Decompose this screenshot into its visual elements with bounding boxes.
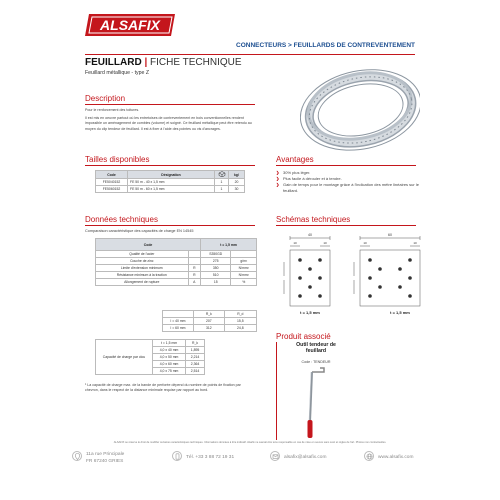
description-paragraph-2: Il est mis en oeuvre partout où les entretoises de contreventement en bois conventionnelles rendent impossible un aménagement de combles (volume) et soigné. Ce feuillard métallique peut être retendu au moyen du clip tendeur de feuillard. Il est à fixer à l'aide des pointes ou vis d'ancrages. xyxy=(85,116,252,131)
category-bar xyxy=(85,42,415,55)
tech-data-divider xyxy=(85,225,255,226)
props-unit xyxy=(231,251,257,258)
props-unit: N/mm² xyxy=(231,272,257,279)
resistance-cell: 24,8 xyxy=(224,325,256,332)
related-product-name: Outil tendeur de feuillard xyxy=(296,342,336,355)
resistance-cell: l = 60 mm xyxy=(163,325,194,332)
schema-right-caption: t = 1,5 mm xyxy=(390,310,410,315)
sizes-divider xyxy=(85,165,255,166)
box-icon xyxy=(218,171,226,177)
props-col-thickness: t = 1,5 mm xyxy=(201,239,257,251)
resistance-cell: 15,5 xyxy=(224,318,256,325)
title-light: FICHE TECHNIQUE xyxy=(150,57,242,68)
props-val: 15 xyxy=(201,279,231,286)
nail-cell: 4,0 x 40 mm xyxy=(153,347,186,354)
list-item: ❯ 30% plus léger. xyxy=(276,170,426,176)
technical-schema xyxy=(276,232,426,322)
props-sym: R xyxy=(188,272,201,279)
props-sym xyxy=(188,258,201,265)
description-body xyxy=(85,108,255,135)
footer-address-2: FR 67240 GRIES xyxy=(86,459,124,464)
props-unit: % xyxy=(231,279,257,286)
sizes-cell: 1 xyxy=(215,179,229,186)
table-row xyxy=(96,251,257,258)
sizes-col-designation: Désignation xyxy=(128,171,215,179)
schemas-divider xyxy=(276,225,416,226)
tensioner-tool-image xyxy=(290,366,330,441)
props-unit: g/m² xyxy=(231,258,257,265)
footer-phone[interactable]: Tél. +33 3 88 72 19 31 xyxy=(186,455,235,460)
nail-cell: 2,364 xyxy=(186,361,205,368)
footer-email[interactable]: alsafix@alsafix.com xyxy=(284,455,327,460)
table-row xyxy=(163,318,257,325)
resistance-col-rd: R_d xyxy=(224,311,256,318)
nail-cell: 4,0 x 60 mm xyxy=(153,361,186,368)
schema-left xyxy=(284,236,330,306)
schema-left-sub-1: 10 xyxy=(293,241,297,245)
props-header-row xyxy=(96,239,257,251)
product-image-coil xyxy=(300,60,420,155)
schema-right-sub-2: 10 xyxy=(413,241,417,245)
page-subtitle: Feuillard métallique - type Z xyxy=(85,70,150,76)
globe-icon xyxy=(364,451,374,461)
sizes-cell: FE5040152 xyxy=(96,179,128,186)
email-icon xyxy=(270,451,280,461)
props-val: 350 xyxy=(201,265,231,272)
related-product-code: Code : TENDEUR xyxy=(301,360,331,364)
props-label: Allongement de rupture xyxy=(96,279,189,286)
props-label: Couche de zinc xyxy=(96,258,189,265)
table-row xyxy=(96,186,245,193)
sizes-col-pack xyxy=(215,171,229,179)
legal-notice: ALSAFIX se réserve le droit de modifier certaines caractéristiques techniques. Informations données à titre indicatif. Alsafix ne saurait être tenu responsable en cas de mise en oeuvre sans suivi et règles de l'art. Photos non contractuelles. xyxy=(113,441,387,444)
tech-data-heading: Données techniques xyxy=(85,215,158,224)
nail-cell: 4,0 x 75 mm xyxy=(153,368,186,375)
description-paragraph-1: Pour le renforcement des toitures. xyxy=(85,108,140,112)
location-icon xyxy=(72,451,82,461)
nail-row-label: Capacité de charge par clou xyxy=(96,340,153,375)
category-breadcrumb: CONNECTEURS > FEUILLARDS DE CONTREVENTEMENT xyxy=(236,42,415,49)
schema-right-sub-1: 10 xyxy=(363,241,367,245)
table-row xyxy=(163,325,257,332)
schema-left-width: 40 xyxy=(308,233,312,237)
footer-address-1: 11a rue Principale xyxy=(86,452,125,457)
capacity-footnote: ¹ La capacité de charge max. de la bande de perforée dépend du nombre de points de fixation par chevron, dans le respect de la distance minimale requise par rapport au bord. xyxy=(85,383,241,392)
sizes-col-weight: kg/ xyxy=(229,171,245,179)
sizes-col-code: Code xyxy=(96,171,128,179)
resistance-cell: l = 40 mm xyxy=(163,318,194,325)
schema-left-sub-2: 10 xyxy=(323,241,327,245)
sizes-cell: FE5060152 xyxy=(96,186,128,193)
props-sym xyxy=(188,251,201,258)
properties-table xyxy=(95,238,257,286)
resistance-header-row xyxy=(163,311,257,318)
description-divider xyxy=(85,104,255,105)
nail-header-row xyxy=(96,340,205,347)
table-row xyxy=(96,258,257,265)
table-row xyxy=(96,179,245,186)
sizes-cell: 30 xyxy=(229,186,245,193)
resistance-cell: 207 xyxy=(194,318,225,325)
props-unit: N/mm² xyxy=(231,265,257,272)
sizes-cell: FE 50 m - 40 x 1,5 mm xyxy=(128,179,215,186)
props-val: 510 xyxy=(201,272,231,279)
nail-col-thickness: t = 1,5 mm xyxy=(153,340,186,347)
list-item: ❯ Gain de temps pour le montage grâce à l'indication des mètre linéaires sur le feuillard. xyxy=(276,182,426,194)
phone-icon xyxy=(172,451,182,461)
props-label: Résistance minimum à la traction xyxy=(96,272,189,279)
sizes-cell: 20 xyxy=(229,179,245,186)
nail-cell: 2,214 xyxy=(186,354,205,361)
schemas-heading: Schémas techniques xyxy=(276,215,351,224)
nail-col-rk: R_k xyxy=(186,340,205,347)
alsafix-logo xyxy=(85,12,179,38)
resistance-corner xyxy=(163,311,194,318)
nail-cell: 2,514 xyxy=(186,368,205,375)
props-col-code: Code xyxy=(96,239,201,251)
sizes-heading: Tailles disponibles xyxy=(85,155,150,164)
props-label: Limite d'extension minimum xyxy=(96,265,189,272)
related-product-divider xyxy=(276,342,277,440)
props-label: Qualité de l'acier xyxy=(96,251,189,258)
schema-right-width: 60 xyxy=(388,233,392,237)
sizes-cell: 1 xyxy=(215,186,229,193)
footer-website[interactable]: www.alsafix.com xyxy=(378,455,414,460)
props-val: S350GD xyxy=(201,251,231,258)
resistance-table xyxy=(162,310,257,332)
props-sym: R xyxy=(188,265,201,272)
sizes-header-row xyxy=(96,171,245,179)
table-row xyxy=(96,265,257,272)
list-item: ❯ Plus facile à dérouler et à tendre. xyxy=(276,176,426,182)
props-sym: A xyxy=(188,279,201,286)
advantages-list xyxy=(276,170,426,194)
resistance-col-rk: R_k xyxy=(194,311,225,318)
advantages-divider xyxy=(276,165,416,166)
related-product-heading: Produit associé xyxy=(276,332,331,341)
sizes-cell: FE 50 m - 60 x 1,5 mm xyxy=(128,186,215,193)
table-row xyxy=(96,279,257,286)
sizes-table xyxy=(95,170,245,193)
nail-capacity-table xyxy=(95,339,205,375)
nail-cell: 1,895 xyxy=(186,347,205,354)
logo-text: ALSAFIX xyxy=(100,17,160,33)
table-row xyxy=(96,272,257,279)
schema-left-caption: t = 1,5 mm xyxy=(300,310,320,315)
title-bold: FEUILLARD xyxy=(85,57,142,68)
page-title xyxy=(85,57,242,68)
advantages-heading: Avantages xyxy=(276,155,314,164)
resistance-cell: 312 xyxy=(194,325,225,332)
title-separator: | xyxy=(144,57,148,68)
comparison-text: Comparaison caractéristique des capacités de charge EN 14545 xyxy=(85,229,194,233)
props-val: 275 xyxy=(201,258,231,265)
nail-cell: 4,0 x 50 mm xyxy=(153,354,186,361)
description-heading: Description xyxy=(85,94,126,103)
